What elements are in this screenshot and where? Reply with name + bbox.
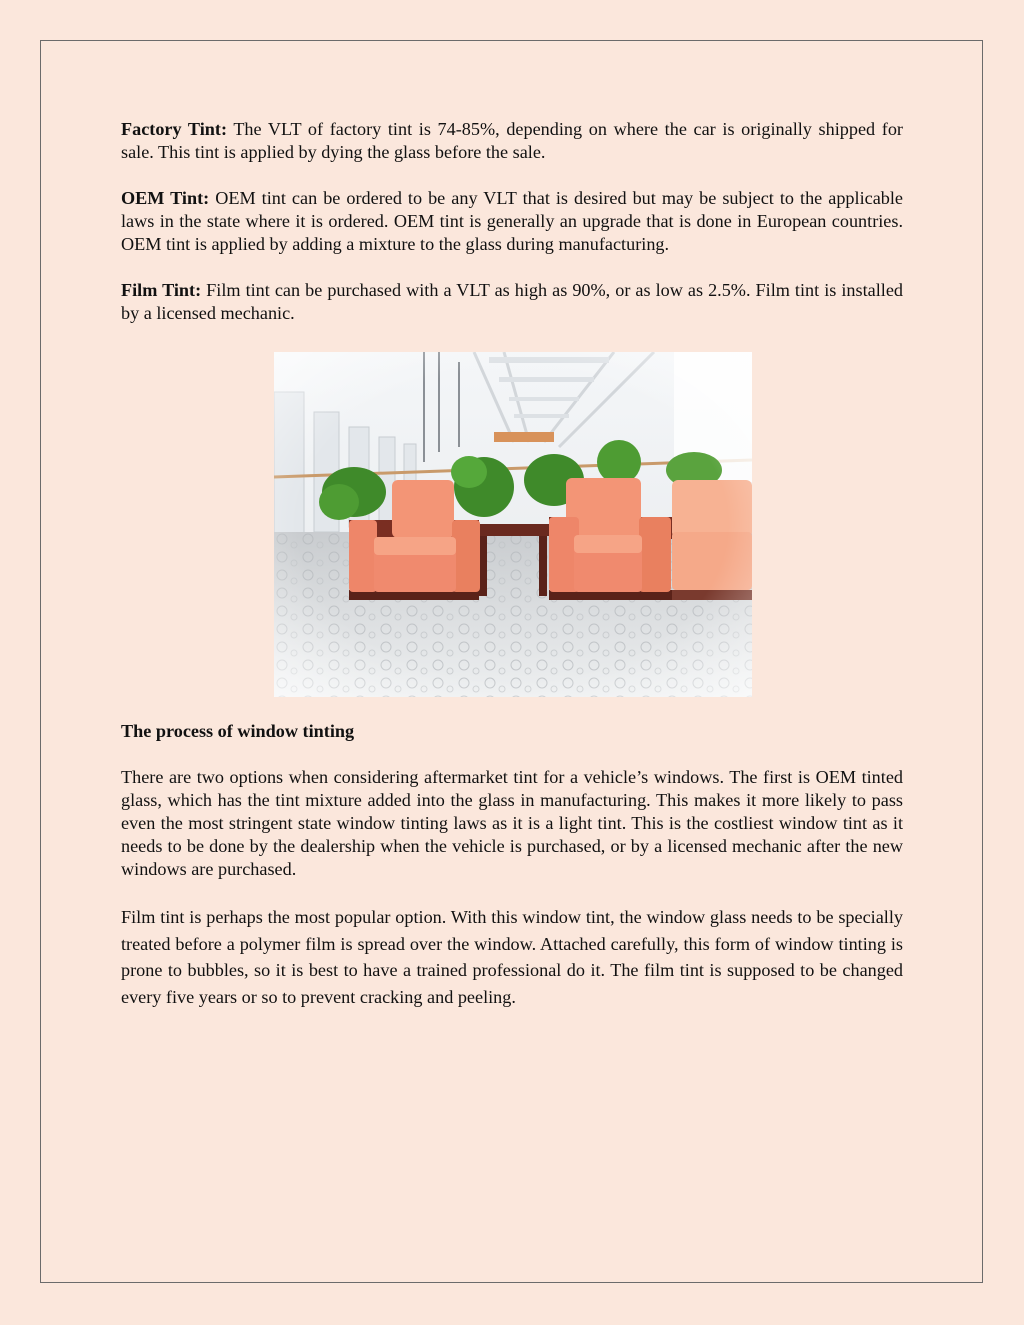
factory-tint-paragraph — [121, 118, 903, 164]
tint-types — [121, 118, 903, 325]
process-paragraph-1: There are two options when considering aftermarket tint for a vehicle’s windows. The first is OEM tinted glass, which has the tint mixture added into the glass in manufacturing. This makes it more likely to pass even the most stringent state window tinting laws as it is a light tint. This is the costliest window tint as it needs to be done by the dealership when the vehicle is purchased, or by a licensed mechanic after the new windows are purchased. — [121, 767, 903, 879]
factory-tint-label: Factory Tint: — [121, 119, 227, 139]
lobby-armchairs-photo — [274, 352, 752, 697]
film-tint-label: Film Tint: — [121, 280, 202, 300]
oem-tint-label: OEM Tint: — [121, 188, 210, 208]
process-section — [121, 766, 903, 1010]
factory-tint-text: The VLT of factory tint is 74-85%, depending on where the car is originally shipped for sale. This tint is applied by dying the glass before the sale. — [121, 119, 903, 162]
process-heading: The process of window tinting — [121, 721, 355, 741]
film-tint-paragraph — [121, 279, 903, 325]
process-paragraph-2: Film tint is perhaps the most popular option. With this window tint, the window glass needs to be specially treated before a polymer film is spread over the window. Attached carefully, this form of window tinting is prone to bubbles, so it is best to have a trained professional do it. The film tint is supposed to be changed every five years or so to prevent cracking and peeling. — [121, 907, 903, 1007]
film-tint-text: Film tint can be purchased with a VLT as high as 90%, or as low as 2.5%. Film tint is installed by a licensed mechanic. — [121, 280, 903, 323]
oem-tint-paragraph — [121, 187, 903, 256]
oem-tint-text: OEM tint can be ordered to be any VLT that is desired but may be subject to the applicable laws in the state where it is ordered. OEM tint is generally an upgrade that is done in European countries. OEM tint is applied by adding a mixture to the glass during manufacturing. — [121, 188, 903, 254]
